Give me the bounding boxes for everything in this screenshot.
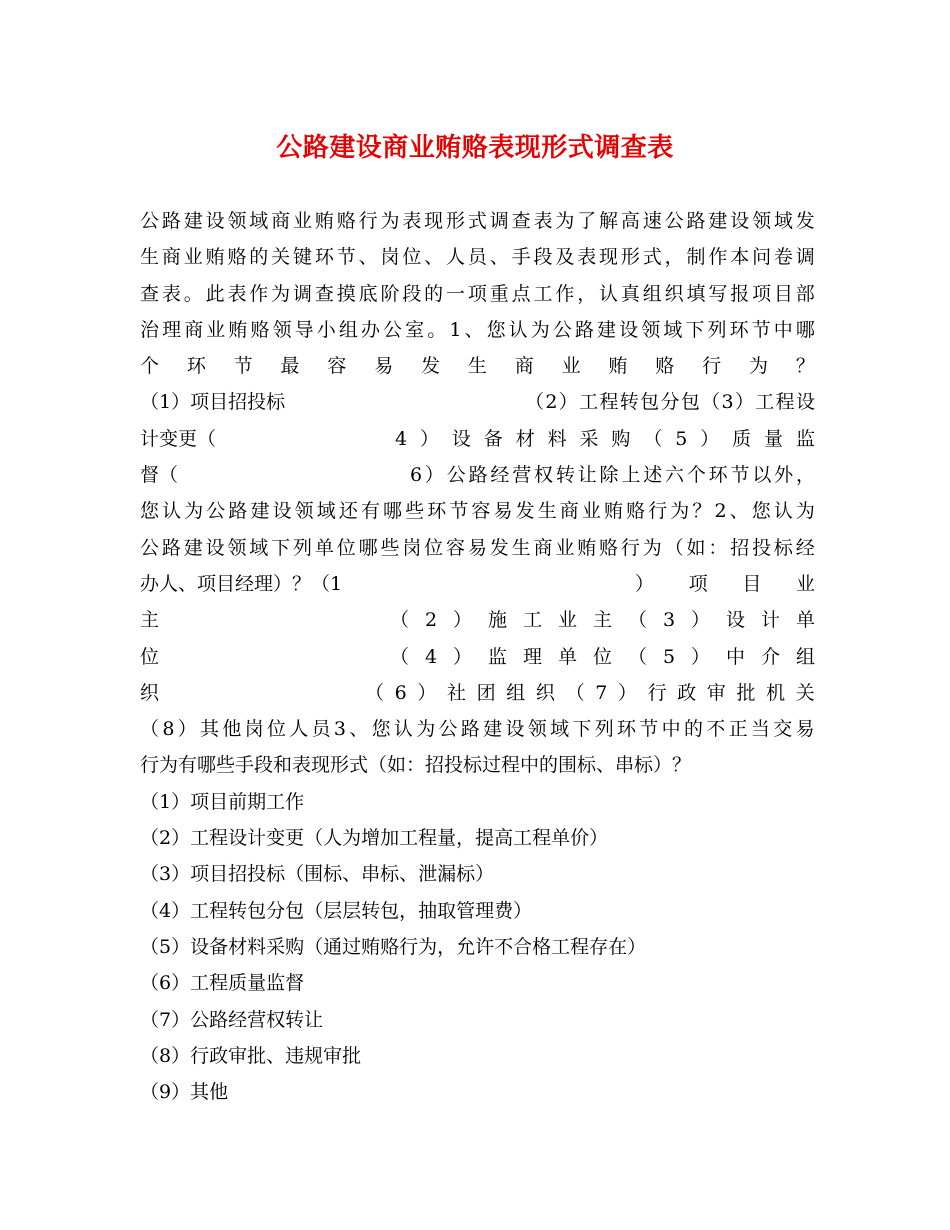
body-line: （6）工程质量监督	[140, 972, 305, 995]
body-line: 织 （ 6 ） 社 团 组 织 （ 7 ） 行 政 审 批 机 关	[140, 681, 815, 704]
body-line: 行为有哪些手段和表现形式（如：招投标过程中的围标、串标）？	[140, 754, 692, 777]
document-title: 公路建设商业贿赂表现形式调查表	[276, 133, 674, 163]
body-line: 您 认 为 公 路 建 设 领 域 还 有 哪 些 环 节 容 易 发 生 商 业 贿 赂 行 为 ？ 2 、 您 认 为	[140, 500, 815, 523]
body-line: （5）设备材料采购（通过贿赂行为，允许不合格工程存在）	[140, 935, 647, 958]
body-line: （1）项目招投标 （ 2 ） 工 程 转 包 分 包 （ 3 ） 工 程 设	[140, 391, 815, 414]
body-line: （2）工程设计变更（人为增加工程量，提高工程单价）	[140, 827, 609, 850]
body-line: 位 （ 4 ） 监 理 单 位 （ 5 ） 中 介 组	[140, 645, 815, 668]
body-line: 治 理 商 业 贿 赂 领 导 小 组 办 公 室 。 1 、 您 认 为 公 路 建 设 领 域 下 列 环 节 中 哪	[140, 318, 815, 341]
body-line: 公 路 建 设 领 域 下 列 单 位 哪 些 岗 位 容 易 发 生 商 业 贿 赂 行 为 （ 如 ： 招 投 标 经	[140, 536, 815, 559]
body-line: （7）公路经营权转让	[140, 1008, 324, 1031]
body-line: 办人、项目经理）？（1 ） 项 目 业	[140, 572, 815, 595]
body-line: 生 商 业 贿 赂 的 关 键 环 节 、 岗 位 、 人 员 、 手 段 及 表 现 形 式 ， 制 作 本 问 卷 调	[140, 246, 815, 269]
body-line: （4）工程转包分包（层层转包，抽取管理费）	[140, 899, 533, 922]
body-line: 查 表 。 此 表 作 为 调 查 摸 底 阶 段 的 一 项 重 点 工 作 ， 认 真 组 织 填 写 报 项 目 部	[140, 282, 815, 305]
body-line: （1）项目前期工作	[140, 790, 305, 813]
body-line: 主 （ 2 ） 施 工 业 主 （ 3 ） 设 计 单	[140, 609, 815, 632]
body-line: （3）项目招投标（围标、串标、泄漏标）	[140, 863, 495, 886]
body-line: （8）行政审批、违规审批	[140, 1044, 362, 1067]
body-line: 个 环 节 最 容 易 发 生 商 业 贿 赂 行 为 ？	[140, 355, 815, 378]
body-line: 督（ 6 ） 公 路 经 营 权 转 让 除 上 述 六 个 环 节 以 外 ，	[140, 464, 815, 487]
document-body	[140, 203, 815, 1110]
body-line: （ 8 ） 其 他 岗 位 人 员 3 、 您 认 为 公 路 建 设 领 域 下 列 环 节 中 的 不 正 当 交 易	[140, 718, 815, 741]
body-line: 公 路 建 设 领 域 商 业 贿 赂 行 为 表 现 形 式 调 查 表 为 了 解 高 速 公 路 建 设 领 域 发	[140, 210, 815, 232]
body-line: 计变更（ 4 ） 设 备 材 料 采 购 （ 5 ） 质 量 监	[140, 427, 815, 450]
body-line: （9）其他	[140, 1081, 229, 1104]
